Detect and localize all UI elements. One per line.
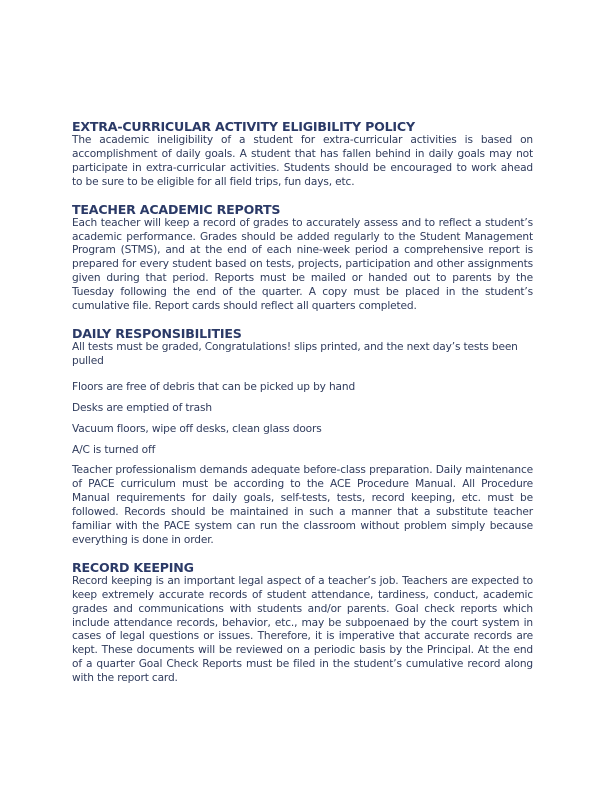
list-item: A/C is turned off: [72, 443, 156, 456]
section-heading: DAILY RESPONSIBILITIES: [72, 325, 242, 341]
section-heading: EXTRA-CURRICULAR ACTIVITY ELIGIBILITY POLICY: [72, 119, 415, 134]
section-heading: RECORD KEEPING: [72, 559, 194, 575]
section-body: Teacher professionalism demands adequate before-class preparation. Daily maintenance of PACE curriculum must be according to the ACE Procedure Manual. All Procedure Manual requirements for daily goals, self-tests, tests, record keeping, etc. must be followed. Records should be maintained in such a manner that a substitute teacher familiar with the PACE system can run the classroom without problem simply because everything is done in order.: [72, 464, 533, 546]
section-intro: All tests must be graded, Congratulations! slips printed, and the next day’s tests been pulled: [72, 340, 518, 367]
section-body: The academic ineligibility of a student for extra-curricular activities is based on accomplishment of daily goals. A student that has fallen behind in daily goals may not participate in extra-curricular activities. Students should be encouraged to work ahead to be sure to be eligible for all field trips, fun days, etc.: [72, 134, 533, 188]
section-heading: TEACHER ACADEMIC REPORTS: [72, 201, 281, 217]
section-teacher-academic-reports: [72, 203, 533, 314]
section-body: Each teacher will keep a record of grades to accurately assess and to reflect a student’s academic performance. Grades should be added regularly to the Student Management Program (STMS), and at the end of each nine-week period a comprehensive report is prepared for every student based on tests, projects, participation and other assignments given during that period. Reports must be mailed or handed out to parents by the Tuesday following the end of the quarter. A copy must be placed in the student’s cumulative file. Report cards should reflect all quarters completed.: [72, 216, 533, 313]
section-extracurricular-eligibility: [72, 120, 533, 190]
list-item: Vacuum floors, wipe off desks, clean glass doors: [72, 422, 322, 435]
list-item: Desks are emptied of trash: [72, 401, 212, 414]
document-page: [72, 120, 533, 699]
list-item: Floors are free of debris that can be picked up by hand: [72, 380, 356, 393]
section-daily-responsibilities: [72, 327, 533, 548]
section-record-keeping: [72, 561, 533, 686]
section-body: Record keeping is an important legal aspect of a teacher’s job. Teachers are expected to keep extremely accurate records of student attendance, tardiness, conduct, academic grades and communications with students and/or parents. Goal check reports which include attendance records, behavior, etc., may be subpoenaed by the court system in cases of legal questions or issues. Therefore, it is imperative that accurate records are kept. These documents will be reviewed on a periodic basis by the Principal. At the end of a quarter Goal Check Reports must be filed in the student’s cumulative record along with the report card.: [72, 574, 533, 685]
